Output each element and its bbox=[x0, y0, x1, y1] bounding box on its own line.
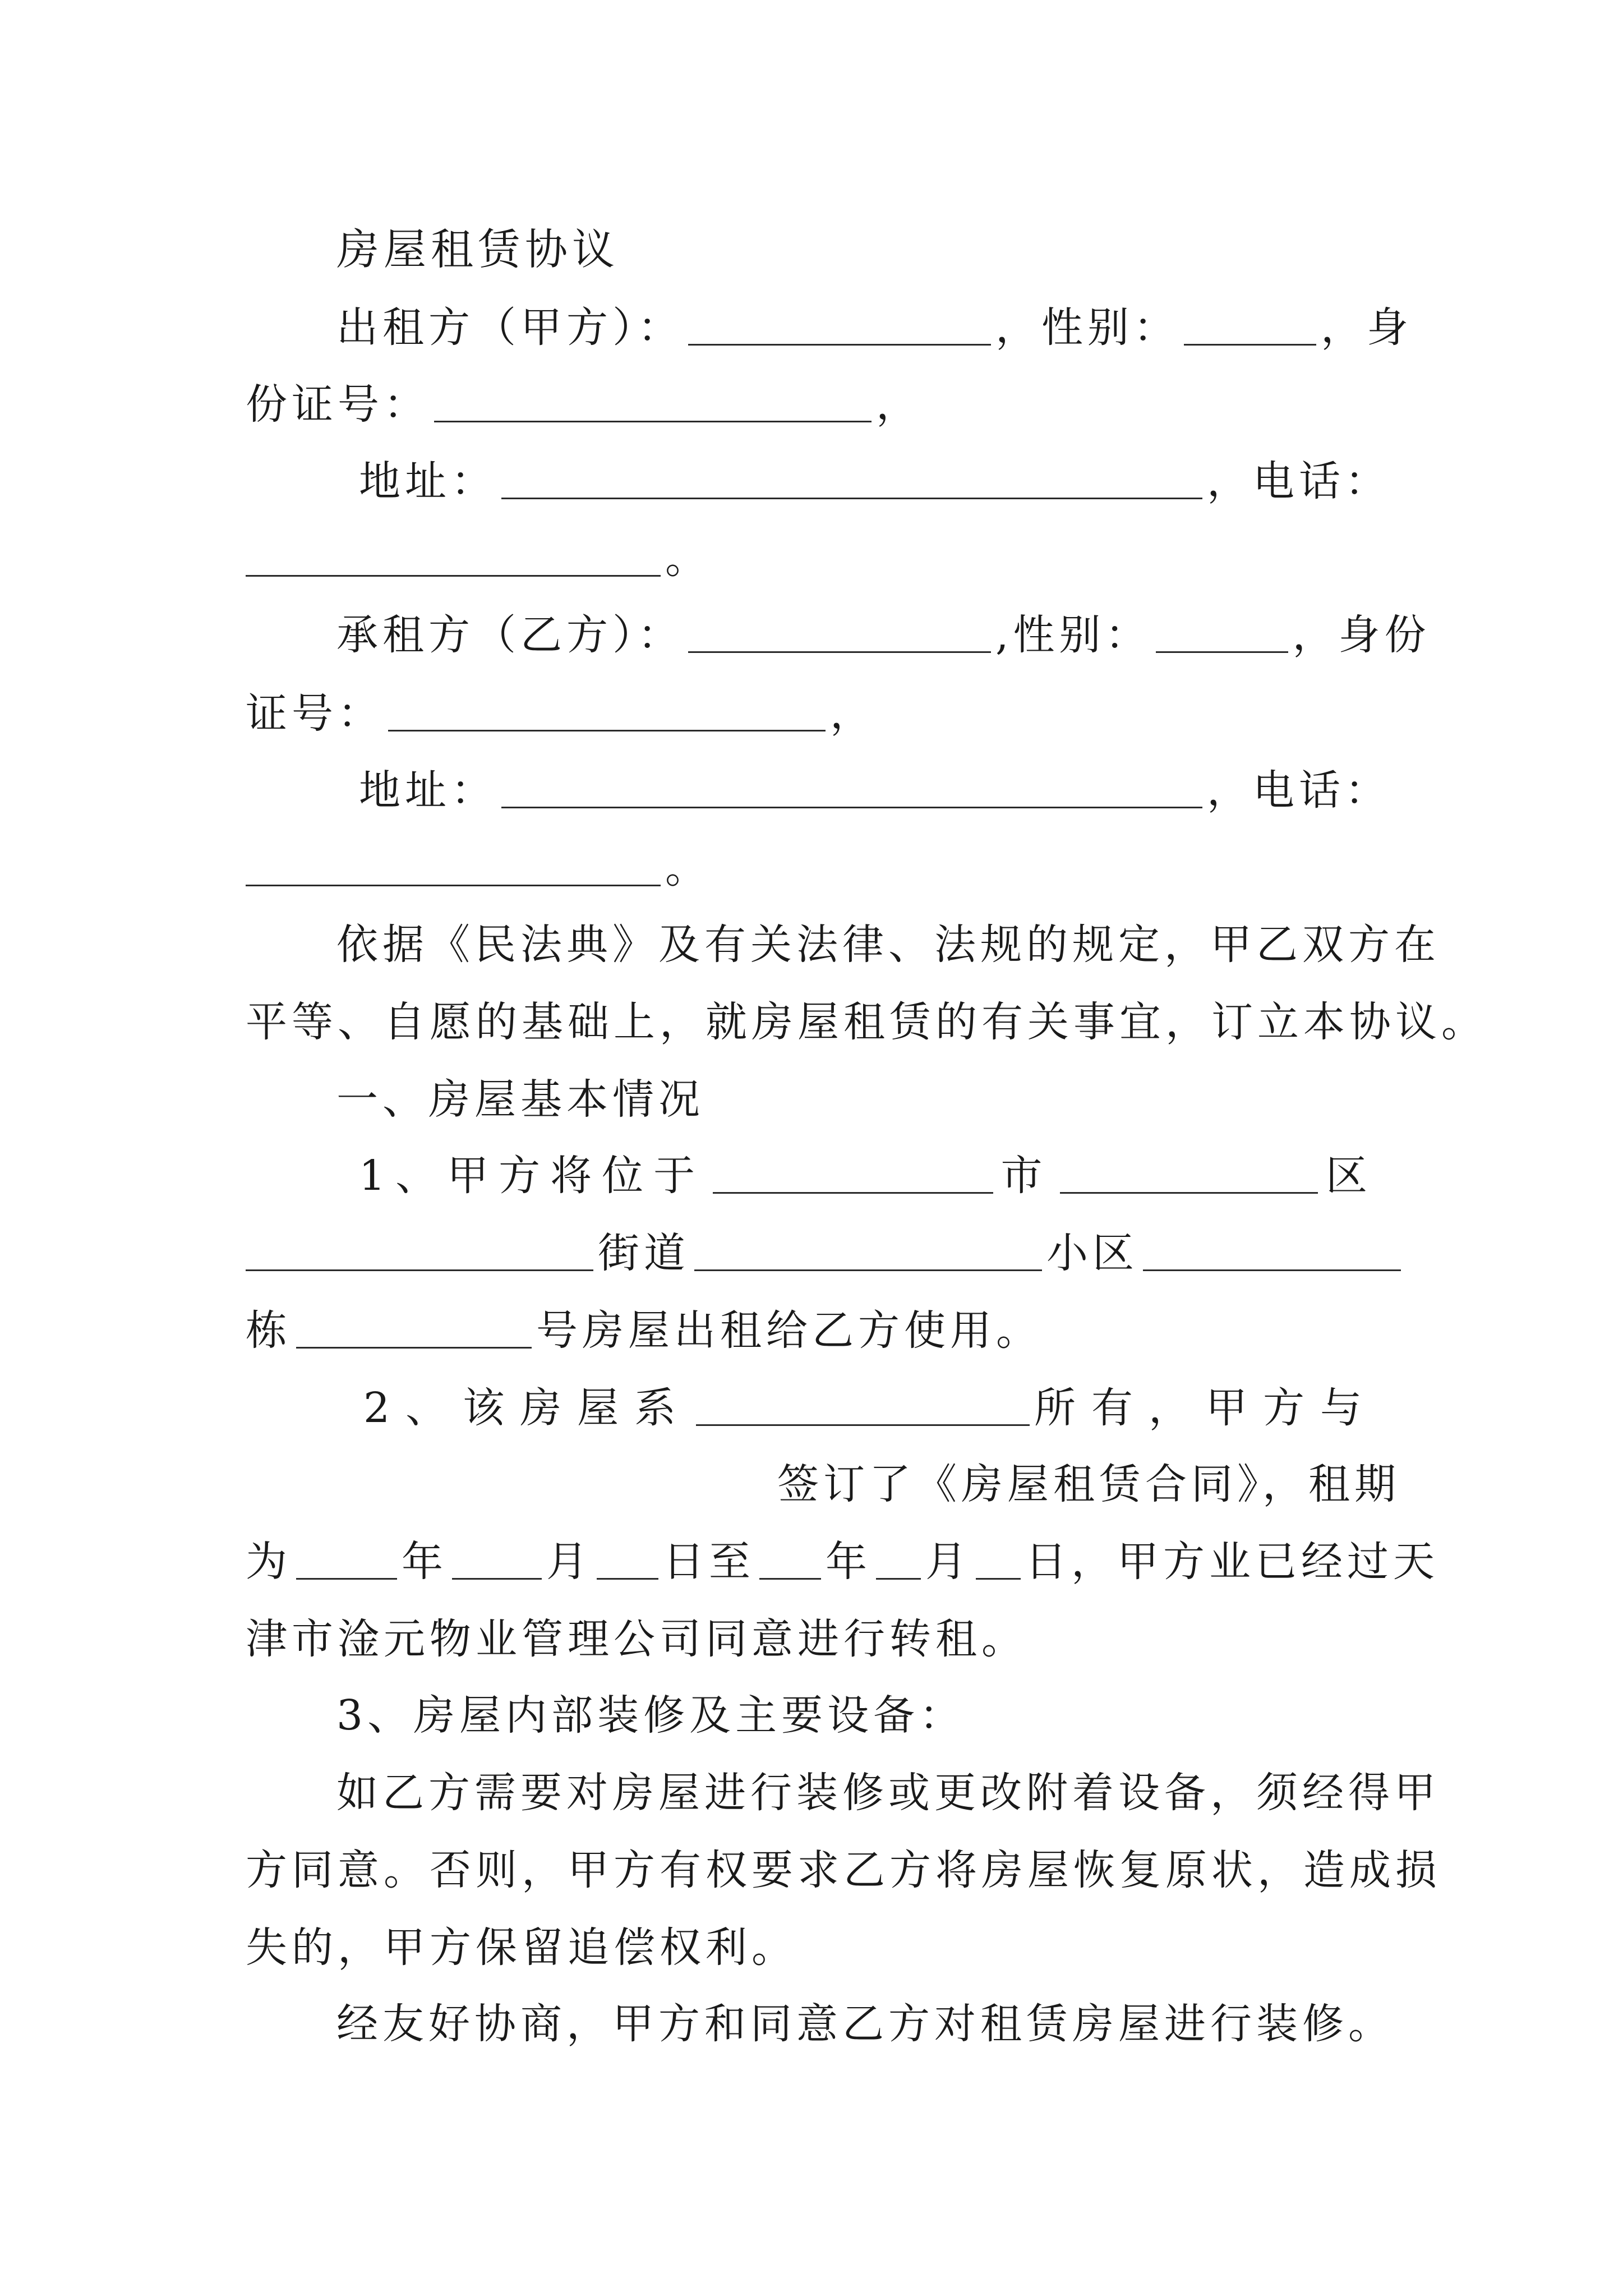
lessee-id-blank[interactable] bbox=[388, 730, 826, 731]
lessor-address-blank[interactable] bbox=[501, 498, 1202, 499]
lessor-id-line: 份证号： ， bbox=[246, 380, 922, 429]
lessee-address-line: 地址： ，电话： bbox=[359, 766, 1391, 815]
section-heading: 一、房屋基本情况 bbox=[336, 1075, 704, 1124]
owner-blank[interactable] bbox=[696, 1424, 1030, 1426]
item2-line-2: 签订了《房屋租赁合同》，租期 bbox=[777, 1460, 1400, 1508]
city-blank[interactable] bbox=[713, 1192, 993, 1194]
document-title: 房屋租赁协议 bbox=[336, 224, 619, 274]
building-blank[interactable] bbox=[1143, 1269, 1401, 1271]
item3-heading: 3、房屋内部装修及主要设备： bbox=[336, 1691, 966, 1740]
start-month-blank[interactable] bbox=[452, 1578, 542, 1580]
lessee-phone-blank[interactable] bbox=[246, 885, 661, 886]
item1-line-3: 栋 号房屋出租给乙方使用。 bbox=[246, 1306, 1042, 1355]
street-blank[interactable] bbox=[246, 1269, 593, 1271]
lessee-address-blank[interactable] bbox=[501, 807, 1202, 808]
lessor-phone-blank[interactable] bbox=[246, 575, 661, 577]
start-year-blank[interactable] bbox=[296, 1578, 397, 1580]
lessor-address-line: 地址： ，电话： bbox=[359, 457, 1391, 505]
preamble-line-2: 平等、自愿的基础上，就房屋租赁的有关事宜，订立本协议。 bbox=[246, 998, 1487, 1046]
start-day-blank[interactable] bbox=[597, 1578, 658, 1580]
preamble-line-1: 依据《民法典》及有关法律、法规的规定，甲乙双方在 bbox=[336, 921, 1440, 969]
unit-blank[interactable] bbox=[296, 1347, 532, 1349]
lessee-label: 承租方（乙方）： bbox=[336, 611, 684, 659]
lessor-line: 出租方（甲方）： ，性别： ，身 bbox=[336, 291, 1413, 358]
community-blank[interactable] bbox=[694, 1269, 1042, 1271]
item1-line-1: 1、甲方将位于 市 区 bbox=[359, 1152, 1377, 1200]
item1-line-2: 街道 小区 bbox=[246, 1216, 1405, 1283]
lessee-phone-line: 。 bbox=[246, 831, 711, 899]
lessor-phone-line: 。 bbox=[246, 522, 711, 589]
end-year-blank[interactable] bbox=[759, 1578, 821, 1580]
lessee-line: 承租方（乙方）： ,性别： ，身份 bbox=[336, 598, 1431, 665]
item3-line-1: 如乙方需要对房屋进行装修或更改附着设备，须经得甲 bbox=[336, 1769, 1440, 1817]
end-day-blank[interactable] bbox=[976, 1578, 1021, 1580]
district-blank[interactable] bbox=[1060, 1192, 1318, 1194]
item2-line-4: 津市淦元物业管理公司同意进行转租。 bbox=[246, 1615, 1027, 1663]
lessee-name-blank[interactable] bbox=[688, 651, 991, 653]
lessor-gender-blank[interactable] bbox=[1184, 344, 1316, 346]
item3-line-2: 方同意。否则，甲方有权要求乙方将房屋恢复原状，造成损 bbox=[246, 1846, 1441, 1894]
lessor-id-blank[interactable] bbox=[434, 421, 872, 422]
lessee-id-line: 证号： ， bbox=[246, 689, 876, 738]
lessor-label: 出租方（甲方）： bbox=[336, 303, 684, 352]
lessee-gender-blank[interactable] bbox=[1156, 651, 1288, 653]
item2-line-3: 为 年 月 日至 年 月 日，甲方业已经过天 bbox=[246, 1538, 1439, 1586]
end-month-blank[interactable] bbox=[876, 1578, 921, 1580]
lessor-name-blank[interactable] bbox=[688, 344, 991, 346]
item2-line-1: 2、该房屋系 所有，甲方与 bbox=[363, 1384, 1377, 1432]
item3-line-3: 失的，甲方保留追偿权利。 bbox=[246, 1924, 797, 1972]
item3-line-4: 经友好协商，甲方和同意乙方对租赁房屋进行装修。 bbox=[336, 2000, 1394, 2048]
